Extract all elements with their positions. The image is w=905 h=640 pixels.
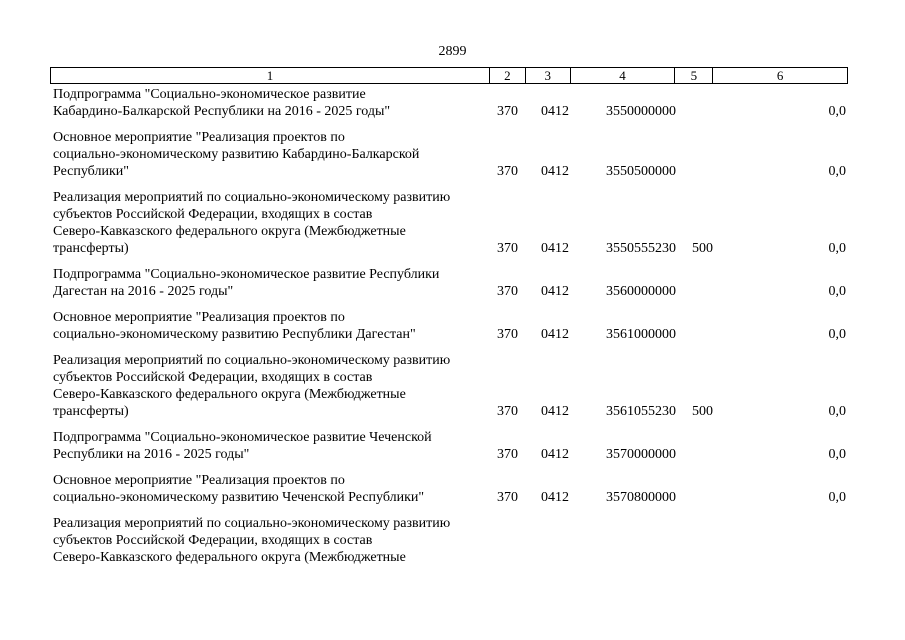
- cell-sum: 0,0: [828, 404, 846, 419]
- cell-grbs: 370: [497, 164, 518, 179]
- cell-sum: 0,0: [828, 490, 846, 505]
- header-col-5: 5: [675, 68, 713, 83]
- description-line: Республики на 2016 - 2025 годы": [53, 447, 250, 462]
- header-col-1: 1: [51, 68, 490, 83]
- row-values: [53, 103, 848, 120]
- description-line: трансферты): [53, 404, 129, 419]
- description-line: Северо-Кавказского федерального округа (Межбюджетные: [53, 550, 406, 565]
- cell-grbs: 370: [497, 241, 518, 256]
- row-values: [53, 489, 848, 506]
- cell-vr: 500: [692, 241, 713, 256]
- header-col-4: 4: [571, 68, 676, 83]
- cell-rzpr: 0412: [541, 327, 569, 342]
- description-line: Кабардино-Балкарской Республики на 2016 - 2025 годы": [53, 104, 391, 119]
- description-line: Подпрограмма "Социально-экономическое развитие Чеченской: [53, 430, 432, 445]
- description-line: Реализация мероприятий по социально-экономическому развитию: [53, 190, 451, 205]
- table-row: [53, 266, 848, 300]
- page-number: 2899: [438, 44, 467, 59]
- cell-csr: 3550500000: [606, 164, 676, 179]
- row-values: [53, 403, 848, 420]
- cell-csr: 3570000000: [606, 447, 676, 462]
- table-row: [53, 352, 848, 420]
- description-line: Северо-Кавказского федерального округа (Межбюджетные: [53, 387, 406, 402]
- cell-sum: 0,0: [828, 284, 846, 299]
- cell-sum: 0,0: [828, 241, 846, 256]
- table-row: [53, 86, 848, 120]
- cell-rzpr: 0412: [541, 164, 569, 179]
- row-values: [53, 240, 848, 257]
- cell-rzpr: 0412: [541, 284, 569, 299]
- table-row: [53, 472, 848, 506]
- cell-rzpr: 0412: [541, 490, 569, 505]
- description-line: трансферты): [53, 241, 129, 256]
- cell-rzpr: 0412: [541, 404, 569, 419]
- table-row: [53, 189, 848, 257]
- row-values: [53, 549, 848, 566]
- cell-vr: 500: [692, 404, 713, 419]
- cell-rzpr: 0412: [541, 447, 569, 462]
- table-row: [53, 429, 848, 463]
- table-row: [53, 309, 848, 343]
- description-line: Основное мероприятие "Реализация проектов по: [53, 473, 345, 488]
- description-line: Республики": [53, 164, 129, 179]
- table-header: [50, 67, 848, 84]
- cell-rzpr: 0412: [541, 241, 569, 256]
- cell-grbs: 370: [497, 490, 518, 505]
- description-line: Подпрограмма "Социально-экономическое развитие: [53, 87, 366, 102]
- cell-csr: 3550000000: [606, 104, 676, 119]
- description-line: субъектов Российской Федерации, входящих в состав: [53, 533, 373, 548]
- cell-grbs: 370: [497, 284, 518, 299]
- table-body: [53, 86, 848, 575]
- row-values: [53, 326, 848, 343]
- header-col-2: 2: [490, 68, 526, 83]
- description-line: социально-экономическому развитию Кабардино-Балкарской: [53, 147, 420, 162]
- cell-sum: 0,0: [828, 327, 846, 342]
- row-values: [53, 163, 848, 180]
- description-line: субъектов Российской Федерации, входящих в состав: [53, 207, 373, 222]
- description-line: Реализация мероприятий по социально-экономическому развитию: [53, 353, 451, 368]
- cell-sum: 0,0: [828, 164, 846, 179]
- cell-csr: 3561055230: [606, 404, 676, 419]
- table-row: [53, 129, 848, 180]
- cell-sum: 0,0: [828, 104, 846, 119]
- cell-csr: 3570800000: [606, 490, 676, 505]
- cell-grbs: 370: [497, 327, 518, 342]
- description-line: Дагестан на 2016 - 2025 годы": [53, 284, 234, 299]
- cell-grbs: 370: [497, 104, 518, 119]
- description-line: Основное мероприятие "Реализация проектов по: [53, 310, 345, 325]
- cell-csr: 3561000000: [606, 327, 676, 342]
- table-row: [53, 515, 848, 566]
- description-line: социально-экономическому развитию Республики Дагестан": [53, 327, 416, 342]
- description-line: Реализация мероприятий по социально-экономическому развитию: [53, 516, 451, 531]
- cell-grbs: 370: [497, 404, 518, 419]
- row-values: [53, 283, 848, 300]
- description-line: Основное мероприятие "Реализация проектов по: [53, 130, 345, 145]
- cell-csr: 3550555230: [606, 241, 676, 256]
- cell-csr: 3560000000: [606, 284, 676, 299]
- header-col-3: 3: [526, 68, 571, 83]
- cell-rzpr: 0412: [541, 104, 569, 119]
- cell-grbs: 370: [497, 447, 518, 462]
- description-line: социально-экономическому развитию Чеченской Республики": [53, 490, 425, 505]
- row-values: [53, 446, 848, 463]
- description-line: Подпрограмма "Социально-экономическое развитие Республики: [53, 267, 440, 282]
- cell-sum: 0,0: [828, 447, 846, 462]
- description-line: субъектов Российской Федерации, входящих в состав: [53, 370, 373, 385]
- description-line: Северо-Кавказского федерального округа (Межбюджетные: [53, 224, 406, 239]
- header-col-6: 6: [776, 68, 784, 83]
